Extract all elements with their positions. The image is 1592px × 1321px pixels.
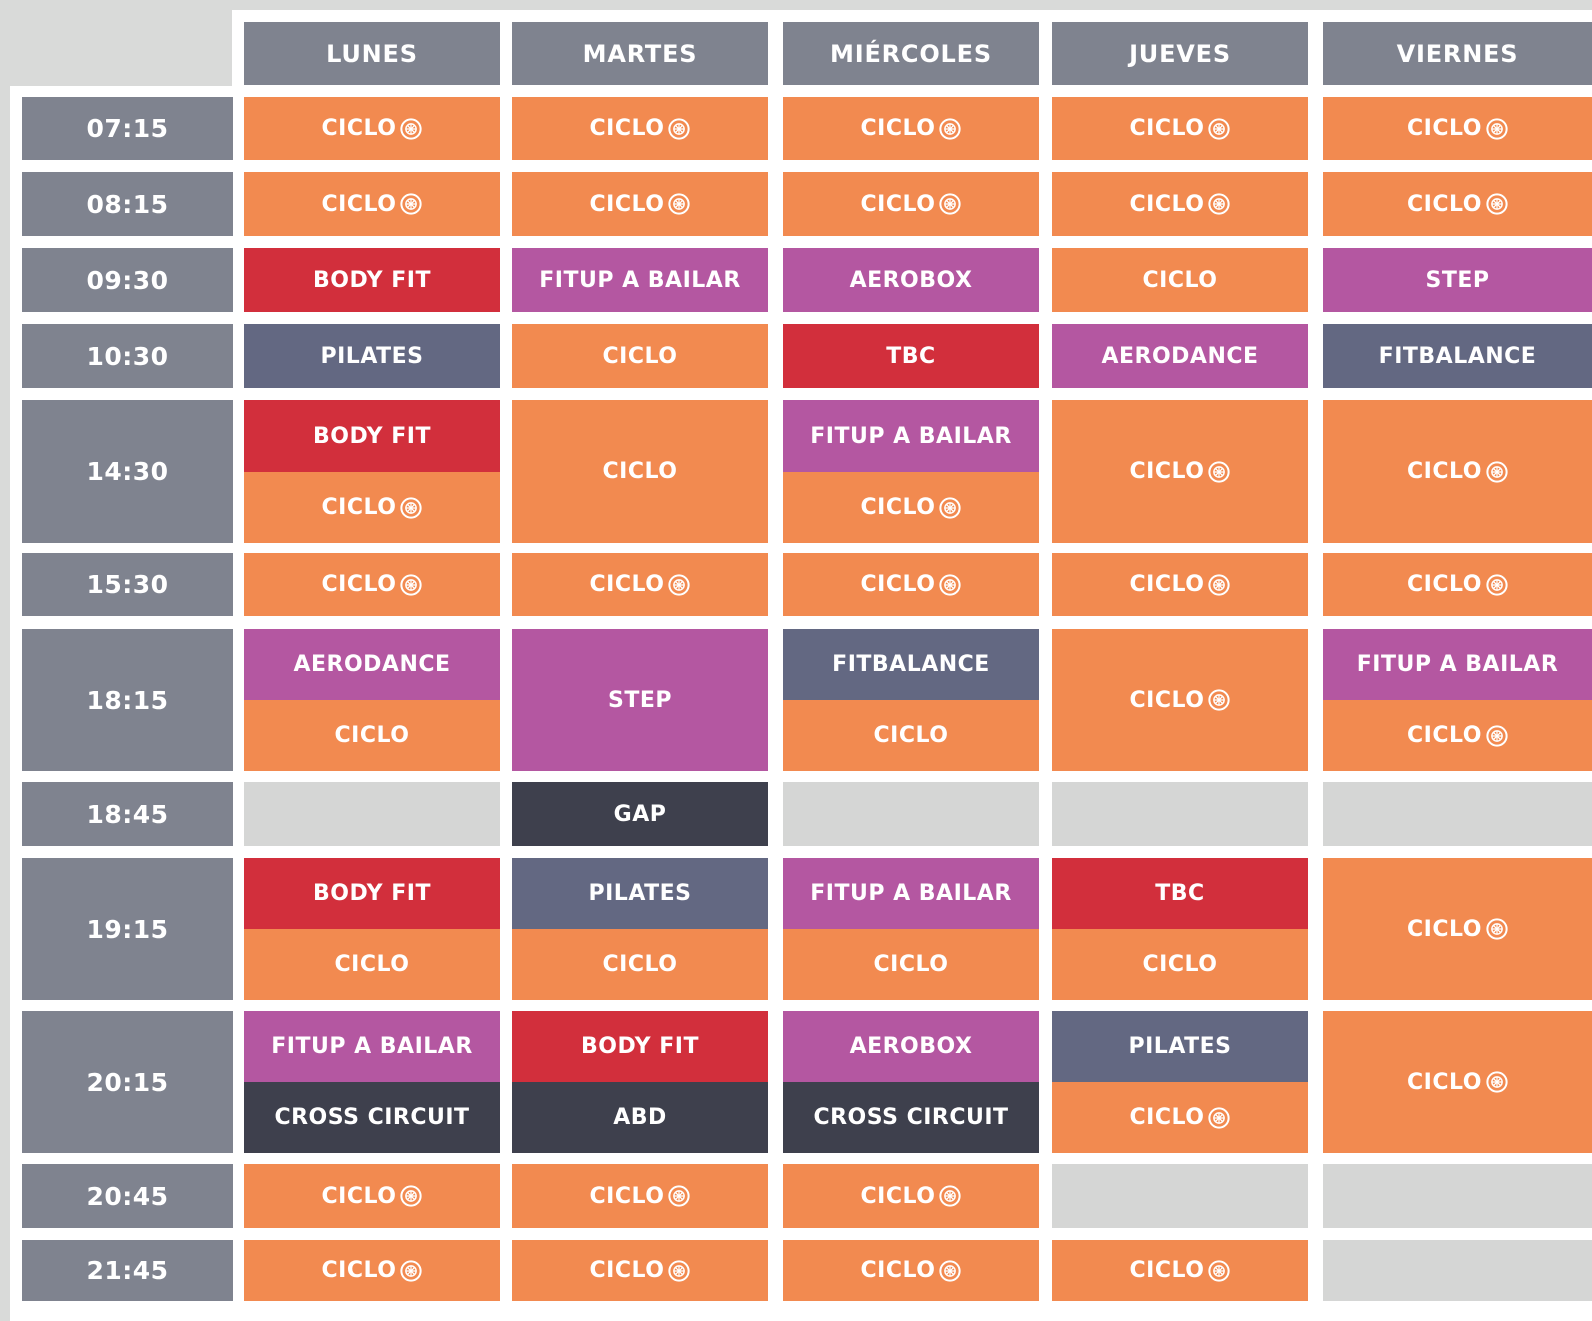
class-cell-aerobox[interactable] [783,1011,1039,1082]
class-cell-aerodance[interactable] [1052,324,1308,388]
time-slot-label: 08:15 [22,172,233,236]
class-cell-body-fit[interactable] [512,1011,768,1082]
class-cell-fitup-a-bailar[interactable] [244,1011,500,1082]
class-label: TBC [886,343,936,369]
class-label: STEP [1425,267,1490,293]
time-slot-label: 07:15 [22,97,233,160]
class-cell-fitup-a-bailar[interactable] [1323,629,1592,700]
class-cell-ciclo[interactable] [1052,97,1308,160]
class-label: CICLO [1129,1258,1205,1283]
class-cell-ciclo[interactable] [1052,1240,1308,1301]
time-slot-label: 18:45 [22,782,233,846]
class-cell-tbc[interactable] [1052,858,1308,929]
bike-icon [1486,574,1508,596]
bike-icon [1486,725,1508,747]
class-cell-ciclo[interactable] [512,400,768,543]
class-label: CICLO [321,191,397,217]
class-label: CICLO [334,952,410,977]
bike-icon [400,574,422,596]
class-cell-fitbalance[interactable] [783,629,1039,700]
bike-icon [1208,1260,1230,1282]
class-label: CICLO [1142,267,1218,293]
bike-icon [668,1185,690,1207]
class-cell-ciclo[interactable] [244,1164,500,1228]
class-label: CICLO [602,459,678,484]
class-label: CICLO [1129,687,1205,713]
class-label: PILATES [320,343,424,369]
class-label: CICLO [1129,191,1205,217]
class-cell-body-fit[interactable] [244,400,500,472]
class-cell-aerodance[interactable] [244,629,500,700]
class-label: CICLO [860,495,936,520]
class-label: CICLO [321,1183,397,1209]
bike-icon [939,1260,961,1282]
class-cell-gap[interactable] [512,782,768,846]
class-label: PILATES [1128,1034,1232,1059]
class-label: CICLO [589,572,665,597]
class-label: FITUP A BAILAR [1356,652,1559,677]
class-cell-step[interactable] [1323,248,1592,312]
class-label: PILATES [588,881,692,906]
class-cell-body-fit[interactable] [244,248,500,312]
class-label: FITUP A BAILAR [810,881,1012,906]
bike-icon [400,193,422,215]
class-label: CICLO [589,191,665,217]
empty-slot [1052,782,1308,846]
bike-icon [1208,1107,1230,1129]
bike-icon [1208,193,1230,215]
class-label: CICLO [589,116,665,141]
class-label: CICLO [1129,459,1205,484]
class-label: CICLO [873,723,949,748]
class-cell-ciclo[interactable] [512,1164,768,1228]
class-label: CROSS CIRCUIT [813,1105,1009,1130]
bike-icon [939,1185,961,1207]
bike-icon [668,1260,690,1282]
class-cell-ciclo[interactable] [1323,97,1592,160]
class-label: CICLO [1407,572,1482,597]
class-label: CICLO [1129,572,1205,597]
class-label: ABD [613,1105,667,1130]
class-cell-step[interactable] [512,629,768,771]
empty-slot [783,782,1039,846]
day-header-miercoles: MIÉRCOLES [783,22,1039,85]
day-header-viernes: VIERNES [1323,22,1592,85]
class-label: CICLO [602,343,678,369]
bike-icon [400,497,422,519]
class-cell-fitup-a-bailar[interactable] [783,858,1039,929]
class-cell-pilates[interactable] [512,858,768,929]
class-label: CICLO [1142,952,1218,977]
class-label: FITUP A BAILAR [810,423,1012,449]
class-label: CICLO [860,1183,936,1209]
bike-icon [1208,574,1230,596]
bike-icon [1486,193,1508,215]
class-label: CICLO [1407,116,1482,141]
class-cell-ciclo[interactable] [244,97,500,160]
bike-icon [1486,118,1508,140]
class-label: GAP [613,801,667,827]
day-header-jueves: JUEVES [1052,22,1308,85]
class-cell-ciclo[interactable] [1052,553,1308,616]
bike-icon [939,193,961,215]
time-slot-label: 20:45 [22,1164,233,1228]
class-label: FITUP A BAILAR [539,267,741,293]
class-cell-ciclo[interactable] [244,472,500,543]
class-label: BODY FIT [313,881,431,906]
empty-slot [244,782,500,846]
class-cell-fitup-a-bailar[interactable] [783,400,1039,472]
bike-icon [668,118,690,140]
time-slot-label: 18:15 [22,629,233,771]
time-slot-label: 19:15 [22,858,233,1000]
class-cell-ciclo[interactable] [1323,172,1592,236]
time-slot-label: 15:30 [22,553,233,616]
class-label: CICLO [321,572,397,597]
bike-icon [400,1185,422,1207]
class-cell-cross-circuit[interactable] [244,1082,500,1153]
class-label: FITBALANCE [832,652,990,677]
class-cell-fitbalance[interactable] [1323,324,1592,388]
class-label: BODY FIT [313,423,431,449]
class-label: BODY FIT [581,1034,699,1059]
class-label: CICLO [589,1258,665,1283]
class-label: AEROBOX [849,1034,973,1059]
class-label: CICLO [1407,1069,1482,1095]
class-label: CICLO [1407,723,1482,748]
class-cell-ciclo[interactable] [783,929,1039,1000]
time-slot-label: 21:45 [22,1240,233,1301]
class-cell-ciclo[interactable] [1052,400,1308,543]
class-label: CICLO [602,952,678,977]
bike-icon [1486,918,1508,940]
empty-slot [1323,1240,1592,1301]
class-cell-pilates[interactable] [1052,1011,1308,1082]
class-cell-ciclo[interactable] [783,553,1039,616]
class-cell-ciclo[interactable] [1323,700,1592,771]
time-slot-label: 20:15 [22,1011,233,1153]
empty-slot [1323,782,1592,846]
class-label: CICLO [321,495,397,520]
class-cell-ciclo[interactable] [512,1240,768,1301]
class-cell-ciclo[interactable] [1052,172,1308,236]
class-cell-ciclo[interactable] [783,97,1039,160]
bike-icon [1208,118,1230,140]
class-cell-ciclo[interactable] [1052,248,1308,312]
empty-slot [1323,1164,1592,1228]
class-cell-ciclo[interactable] [244,929,500,1000]
class-label: CICLO [873,952,949,977]
class-label: CICLO [1129,1105,1205,1130]
class-cell-fitup-a-bailar[interactable] [512,248,768,312]
class-cell-ciclo[interactable] [1052,1082,1308,1153]
class-cell-aerobox[interactable] [783,248,1039,312]
class-label: CICLO [1407,916,1482,942]
empty-slot [1052,1164,1308,1228]
class-label: BODY FIT [313,267,431,293]
class-label: CICLO [860,191,936,217]
bike-icon [939,118,961,140]
class-cell-ciclo[interactable] [244,553,500,616]
class-cell-ciclo[interactable] [1323,858,1592,1000]
class-label: STEP [607,687,672,713]
class-label: CICLO [1129,116,1205,141]
class-cell-ciclo[interactable] [1052,929,1308,1000]
class-label: FITBALANCE [1378,343,1537,369]
class-label: CROSS CIRCUIT [274,1105,470,1130]
class-label: AERODANCE [293,652,451,677]
class-label: FITUP A BAILAR [271,1034,473,1059]
time-slot-label: 14:30 [22,400,233,543]
bike-icon [1208,461,1230,483]
bike-icon [668,574,690,596]
class-cell-ciclo[interactable] [512,172,768,236]
class-label: CICLO [1407,191,1482,217]
bike-icon [400,1260,422,1282]
bike-icon [939,574,961,596]
day-header-martes: MARTES [512,22,768,85]
class-cell-ciclo[interactable] [783,700,1039,771]
time-slot-label: 10:30 [22,324,233,388]
class-cell-abd[interactable] [512,1082,768,1153]
class-cell-ciclo[interactable] [1052,629,1308,771]
class-cell-ciclo[interactable] [783,1164,1039,1228]
class-cell-pilates[interactable] [244,324,500,388]
class-cell-ciclo[interactable] [1323,400,1592,543]
class-label: CICLO [1407,459,1482,484]
class-cell-ciclo[interactable] [1323,1011,1592,1153]
class-cell-ciclo[interactable] [244,172,500,236]
class-cell-body-fit[interactable] [244,858,500,929]
class-cell-ciclo[interactable] [783,1240,1039,1301]
class-cell-ciclo[interactable] [783,472,1039,543]
class-label: CICLO [321,1258,397,1283]
class-label: CICLO [334,723,410,748]
class-cell-ciclo[interactable] [1323,553,1592,616]
bike-icon [668,193,690,215]
class-cell-ciclo[interactable] [512,97,768,160]
bike-icon [400,118,422,140]
class-cell-ciclo[interactable] [783,172,1039,236]
class-label: CICLO [860,116,936,141]
class-cell-ciclo[interactable] [244,700,500,771]
class-label: AERODANCE [1101,343,1259,369]
bike-icon [1208,689,1230,711]
day-header-lunes: LUNES [244,22,500,85]
time-slot-label: 09:30 [22,248,233,312]
class-cell-ciclo[interactable] [512,929,768,1000]
class-cell-ciclo[interactable] [512,324,768,388]
class-label: CICLO [860,1258,936,1283]
bike-icon [1486,1071,1508,1093]
class-cell-cross-circuit[interactable] [783,1082,1039,1153]
class-cell-tbc[interactable] [783,324,1039,388]
class-label: CICLO [321,116,397,141]
class-label: CICLO [589,1183,665,1209]
bike-icon [939,497,961,519]
class-label: CICLO [860,572,936,597]
class-cell-ciclo[interactable] [244,1240,500,1301]
class-label: AEROBOX [849,267,973,293]
bike-icon [1486,461,1508,483]
class-label: TBC [1155,881,1205,906]
class-cell-ciclo[interactable] [512,553,768,616]
